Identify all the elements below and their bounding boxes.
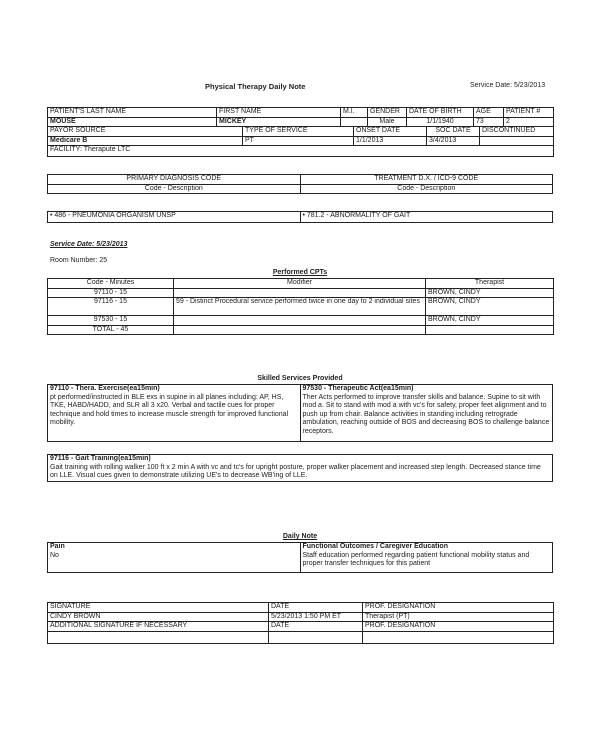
gender: Male — [368, 117, 407, 127]
table-row — [48, 622, 554, 632]
label-soc: SOC DATE — [427, 127, 480, 137]
additional-signature-value — [48, 631, 269, 643]
header-service-date: Service Date: 5/23/2013 — [470, 82, 546, 89]
diagnosis-table — [47, 211, 553, 223]
treatment-dx-label: TREATMENT D.X. / ICD-9 CODE — [300, 175, 553, 185]
cpts-title: Performed CPTs — [272, 269, 328, 276]
label-last-name: PATIENT'S LAST NAME — [48, 108, 217, 118]
cpt-therapist — [426, 325, 554, 335]
cpt-code: 97110 - 15 — [48, 288, 174, 298]
cpt-modifier: 59 - Distinct Procedural service performed twice in one day to 2 individual sites — [174, 298, 426, 316]
service-type: PT — [243, 136, 354, 146]
skilled-title: Skilled Services Provided — [257, 375, 343, 382]
date-label: DATE — [269, 622, 363, 632]
cpt-modifier — [174, 325, 426, 335]
label-first-name: FIRST NAME — [217, 108, 341, 118]
outcomes-label: Functional Outcomes / Caregiver Education — [302, 543, 448, 550]
table-row — [48, 631, 554, 643]
primary-dx: • 486 - PNEUMONIA ORGANISM UNSP — [48, 212, 301, 223]
gait-training-table — [47, 454, 553, 482]
table-row — [48, 298, 554, 316]
cpt-code: 97530 - 15 — [48, 316, 174, 326]
service-text: Ther Acts performed to improve transfer skills and balance. Supine to sit with mod a. Sit to stand with mod a with vc's for safety, proper feet alignment and to push up from chair. Balance activities in standing including retrograde ambulation, reaching outside of BOS and decreasing BOS to challenge balance receptors. — [302, 393, 550, 435]
cpt-header: Therapist — [426, 279, 554, 289]
label-dob: DATE OF BIRTH — [407, 108, 474, 118]
service-heading: 97116 - Gait Training(ea15min) — [50, 455, 151, 462]
pain-label: Pain — [50, 543, 65, 550]
last-name: MOUSE — [48, 117, 217, 127]
soc: 3/4/2013 — [427, 136, 480, 146]
label-mi: M.I. — [341, 108, 368, 118]
label-payor: PAYOR SOURCE — [48, 127, 243, 137]
primary-dx-sublabel: Code - Description — [48, 184, 301, 194]
designation-label: PROF. DESIGNATION — [363, 603, 554, 613]
discontinued — [480, 136, 554, 146]
treatment-dx: • 781.2 - ABNORMALITY OF GAIT — [300, 212, 553, 223]
cpt-therapist: BROWN, CINDY — [426, 288, 554, 298]
daily-note-table — [47, 542, 553, 573]
designation-value — [363, 631, 554, 643]
signature-table — [47, 602, 554, 644]
cpt-therapist: BROWN, CINDY — [426, 316, 554, 326]
patient-no: 2 — [504, 117, 554, 127]
date-label: DATE — [269, 603, 363, 613]
signature-label: SIGNATURE — [48, 603, 269, 613]
dob: 1/1/1940 — [407, 117, 474, 127]
age: 73 — [474, 117, 504, 127]
service-info-table — [47, 126, 554, 157]
cpt-therapist: BROWN, CINDY — [426, 298, 554, 316]
onset: 1/1/2013 — [354, 136, 427, 146]
outcomes-text: Staff education performed regarding patient functional mobility status and proper transfer techniques for this patient — [302, 551, 530, 567]
room-number: Room Number: 25 — [50, 257, 108, 264]
label-gender: GENDER — [368, 108, 407, 118]
table-row — [48, 288, 554, 298]
treatment-dx-sublabel: Code - Description — [300, 184, 553, 194]
service-heading: 97530 - Therapeutic Act(ea15min) — [302, 385, 414, 392]
payor: Medicare B — [48, 136, 243, 146]
first-name: MICKEY — [217, 117, 341, 127]
date-value: 5/23/2013 1:50 PM ET — [269, 612, 363, 622]
label-service-type: TYPE OF SERVICE — [243, 127, 354, 137]
cpt-modifier — [174, 316, 426, 326]
diagnosis-header-table — [47, 174, 553, 194]
service-heading: 97110 - Thera. Exercise(ea15min) — [50, 385, 160, 392]
table-row — [48, 603, 554, 613]
table-row — [48, 612, 554, 622]
daily-note-title: Daily Note — [282, 533, 318, 540]
label-age: AGE — [474, 108, 504, 118]
service-text: pt performed/instructed in BLE exs in supine in all planes including: AP, HS, TKE, HABD/HADD, and SLR all 3 x20. Verbal and tactile cues for proper technique and hold times to increase muscle strength for improved functional mobility. — [50, 393, 289, 426]
label-onset: ONSET DATE — [354, 127, 427, 137]
designation-value: Therapist (PT) — [363, 612, 554, 622]
cpt-total: TOTAL - 45 — [48, 325, 174, 335]
table-row — [48, 325, 554, 335]
visit-service-date: Service Date: 5/23/2013 — [50, 241, 128, 248]
service-text: Gait training with rolling walker 100 ft x 2 min A with vc and tc's for upright posture, proper walker placement and increased step length. Decreased stance time on LLE. Visual cues given to demonstrate utilizing UE's to decrease WB'ing of LLE. — [50, 463, 541, 479]
pain-value: No — [50, 551, 59, 559]
page-title: Physical Therapy Daily Note — [205, 82, 306, 91]
cpt-code: 97116 - 15 — [48, 298, 174, 316]
label-patient-no: PATIENT # — [504, 108, 554, 118]
designation-label: PROF. DESIGNATION — [363, 622, 554, 632]
patient-info-table — [47, 107, 554, 127]
facility: FACILITY: Therapute LTC — [48, 146, 554, 157]
primary-dx-label: PRIMARY DIAGNOSIS CODE — [48, 175, 301, 185]
skilled-services-table — [47, 384, 553, 442]
additional-signature-label: ADDITIONAL SIGNATURE IF NECESSARY — [48, 622, 269, 632]
cpt-modifier — [174, 288, 426, 298]
cpt-header: Modifier — [174, 279, 426, 289]
signature-value: CINDY BROWN — [48, 612, 269, 622]
table-row — [48, 316, 554, 326]
date-value — [269, 631, 363, 643]
cpt-header: Code - Minutes — [48, 279, 174, 289]
cpts-table — [47, 278, 554, 335]
label-discontinued: DISCONTINUED — [480, 127, 554, 137]
